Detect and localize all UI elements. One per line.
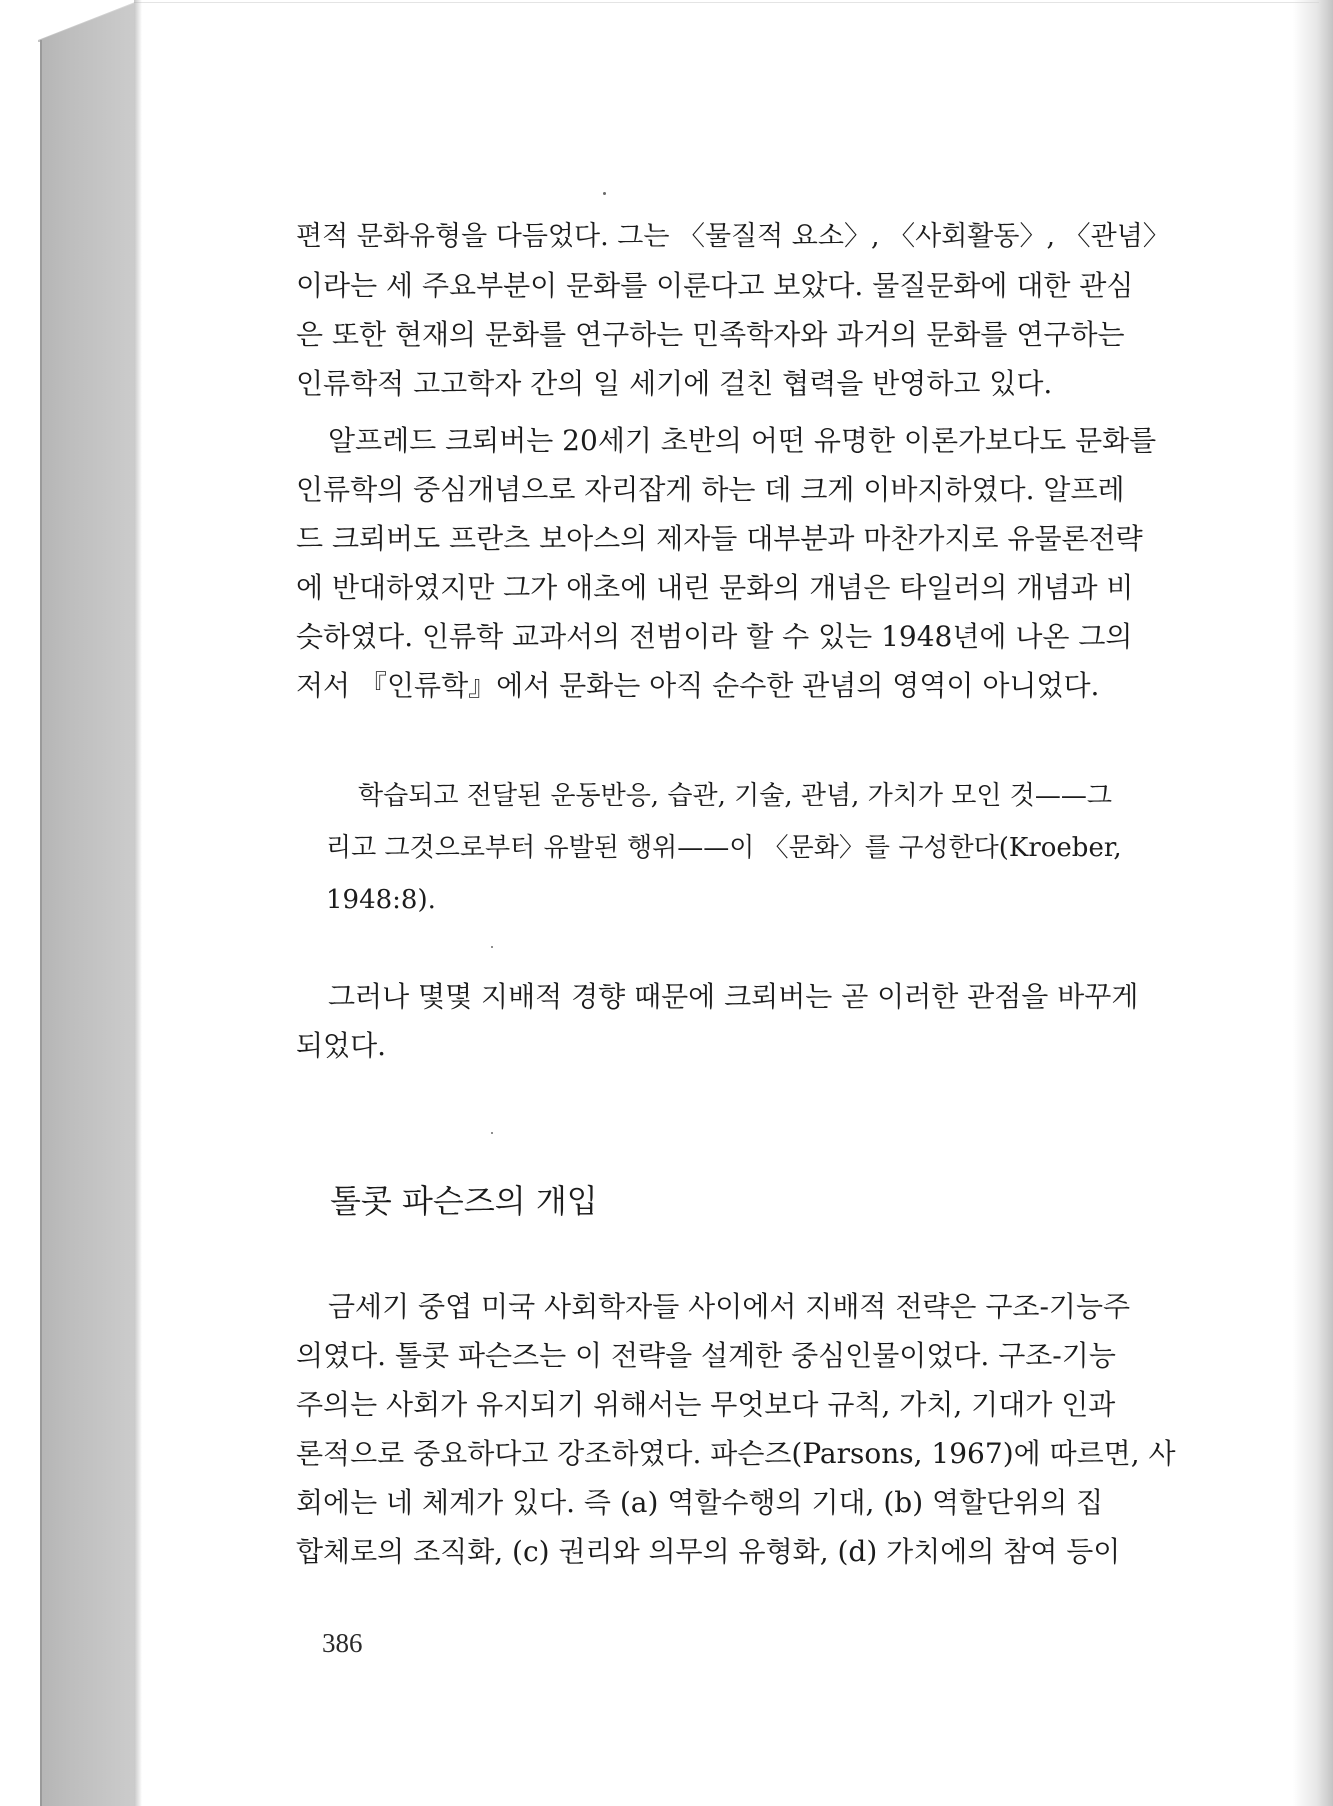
- text-line: 인류학적 고고학자 간의 일 세기에 걸친 협력을 반영하고 있다.: [296, 367, 1053, 400]
- book-side-edge: [40, 40, 42, 1806]
- page-inner-shadow: [134, 0, 142, 1806]
- paragraph-3: [296, 972, 1179, 1070]
- text-line: 그러나 몇몇 지배적 경향 때문에 크뢰버는 곧 이러한 관점을 바꾸게: [328, 980, 1139, 1013]
- text-line: 합체로의 조직화, (c) 권리와 의무의 유형화, (d) 가치에의 참여 등이: [296, 1535, 1121, 1568]
- text-line: 이라는 세 주요부분이 문화를 이룬다고 보았다. 물질문화에 대한 관심: [296, 269, 1134, 302]
- book-side: [0, 0, 150, 1806]
- text-line: 알프레드 크뢰버는 20세기 초반의 어떤 유명한 이론가보다도 문화를: [328, 424, 1157, 457]
- scan-speck: [491, 946, 493, 948]
- quote-line: 학습되고 전달된 운동반응, 습관, 기술, 관념, 가치가 모인 것——그: [358, 781, 1112, 811]
- text-line: 회에는 네 체계가 있다. 즉 (a) 역할수행의 기대, (b) 역할단위의 집: [296, 1486, 1104, 1519]
- block-quote: [326, 770, 1176, 926]
- section-heading: 톨콧 파슨즈의 개입: [330, 1182, 598, 1220]
- text-line: 은 또한 현재의 문화를 연구하는 민족학자와 과거의 문화를 연구하는: [296, 318, 1125, 351]
- page-number: 386: [322, 1628, 363, 1658]
- paragraph-2: [296, 416, 1179, 710]
- paragraph-4: [296, 1282, 1179, 1576]
- text-line: 슷하였다. 인류학 교과서의 전범이라 할 수 있는 1948년에 나온 그의: [296, 620, 1133, 653]
- text-line: 드 크뢰버도 프란츠 보아스의 제자들 대부분과 마찬가지로 유물론전략: [296, 522, 1143, 555]
- text-line: 저서 『인류학』에서 문화는 아직 순수한 관념의 영역이 아니었다.: [296, 669, 1100, 702]
- page-outer-shadow: [1293, 0, 1333, 1806]
- text-line: 주의는 사회가 유지되기 위해서는 무엇보다 규칙, 가치, 기대가 인과: [296, 1388, 1116, 1421]
- paragraph-1: [296, 212, 1179, 408]
- text-line: 의였다. 톨콧 파슨즈는 이 전략을 설계한 중심인물이었다. 구조-기능: [296, 1339, 1116, 1372]
- scan-speck: [491, 1132, 493, 1134]
- text-line: 론적으로 중요하다고 강조하였다. 파슨즈(Parsons, 1967)에 따르면, 사: [296, 1437, 1176, 1470]
- text-line: 되었다.: [296, 1029, 387, 1062]
- text-line: 에 반대하였지만 그가 애초에 내린 문화의 개념은 타일러의 개념과 비: [296, 571, 1134, 604]
- text-line: 편적 문화유형을 다듬었다. 그는 〈물질적 요소〉, 〈사회활동〉, 〈관념〉: [296, 221, 1170, 252]
- quote-line: 리고 그것으로부터 유발된 행위——이 〈문화〉를 구성한다(Kroeber,: [326, 833, 1122, 863]
- quote-line: 1948:8).: [326, 885, 436, 915]
- scan-speck: [603, 192, 606, 195]
- text-line: 인류학의 중심개념으로 자리잡게 하는 데 크게 이바지하였다. 알프레: [296, 473, 1125, 506]
- text-line: 금세기 중엽 미국 사회학자들 사이에서 지배적 전략은 구조-기능주: [328, 1290, 1131, 1323]
